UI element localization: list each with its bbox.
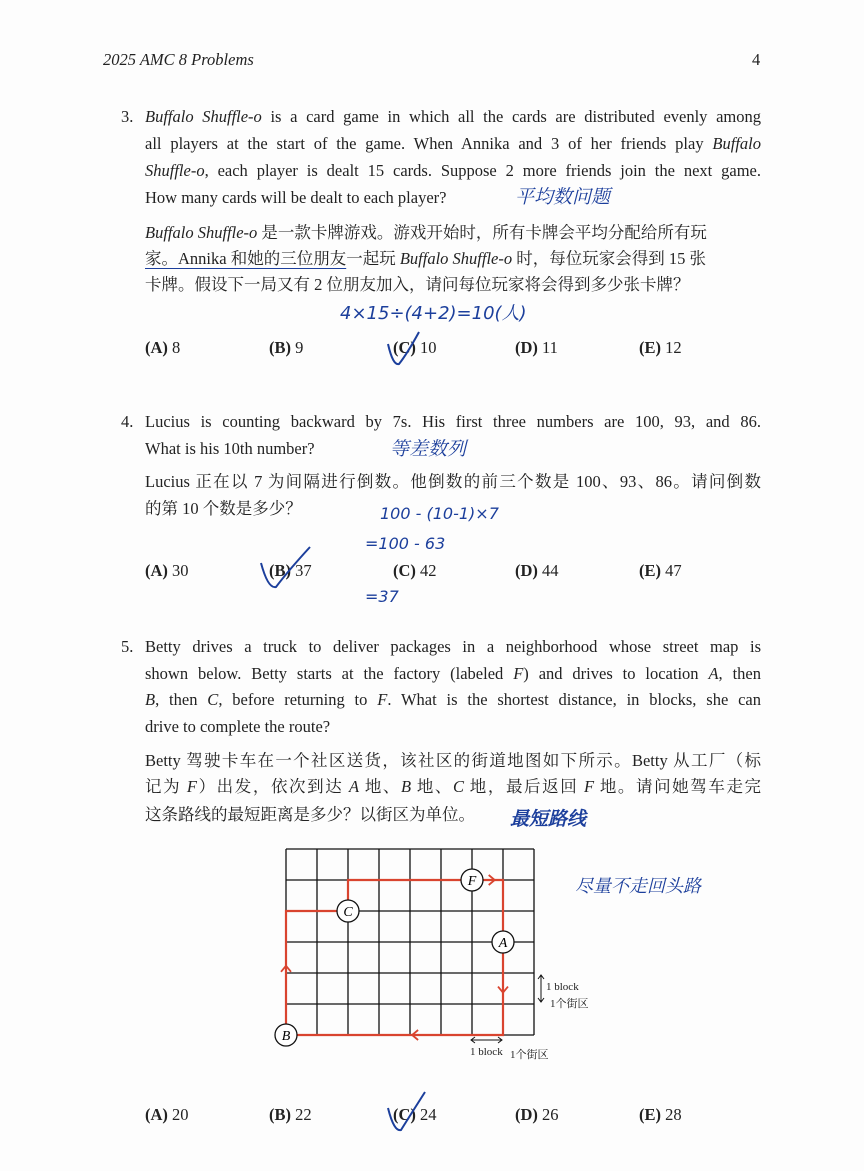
choice-b: (B) 9 xyxy=(269,338,304,357)
problem-text-line: Shuffle-o, each player is dealt 15 cards. Suppose 2 more friends join the next game. xyxy=(145,161,761,180)
problem-text-zh: 这条路线的最短距离是多少？以街区为单位。 xyxy=(145,805,475,824)
choice-c: (C) 10 xyxy=(393,338,437,357)
problem-text-zh: 的第 10 个数是多少？ xyxy=(145,499,302,518)
problem-number: 3. xyxy=(121,107,134,126)
location-label: A xyxy=(498,936,508,951)
problem-text-line: Betty drives a truck to deliver packages in a neighborhood whose street map is xyxy=(145,637,761,656)
choice-e: (E) 47 xyxy=(639,561,682,580)
problem-number: 5. xyxy=(121,637,134,656)
choice-c: (C) 24 xyxy=(393,1105,437,1124)
problem-text-zh: Lucius 正在以 7 为间隔进行倒数。他倒数的前三个数是 100、93、86。请问倒数 xyxy=(145,472,761,491)
page-number: 4 xyxy=(752,50,761,69)
location-label: B xyxy=(281,1029,291,1044)
problem-text-line: How many cards will be dealt to each player? xyxy=(145,188,447,207)
problem-text-line: Lucius is counting backward by 7s. His first three numbers are 100, 93, and 86. xyxy=(145,412,761,431)
handwritten-note: 4×15÷(4+2)=10(人) xyxy=(340,303,527,324)
problem-number: 4. xyxy=(121,412,134,431)
handwritten-note: =100 - 63 xyxy=(365,534,446,553)
handwritten-note: 最短路线 xyxy=(510,808,587,830)
route-path xyxy=(286,880,503,1035)
choice-d: (D) 44 xyxy=(515,561,559,580)
handwritten-note: 等差数列 xyxy=(390,438,467,460)
handwritten-note: 平均数问题 xyxy=(515,186,611,208)
choice-d: (D) 26 xyxy=(515,1105,559,1124)
problem-text-line: drive to complete the route? xyxy=(145,717,331,736)
handwritten-note: 100 - (10-1)×7 xyxy=(380,504,499,523)
scale-label-horizontal-zh: 1个街区 xyxy=(510,1049,549,1061)
choice-d: (D) 11 xyxy=(515,338,558,357)
choice-e: (E) 28 xyxy=(639,1105,682,1124)
location-label: F xyxy=(467,874,477,889)
handwritten-note: =37 xyxy=(365,587,399,606)
problem-text-zh: 卡牌。假设下一局又有 2 位朋友加入，请问每位玩家将会得到多少张卡牌？ xyxy=(145,275,690,294)
problem-text-zh: Betty 驾驶卡车在一个社区送货，该社区的街道地图如下所示。Betty 从工厂（标 xyxy=(145,751,761,770)
problem-text-line: all players at the start of the game. When Annika and 3 of her friends play Buffalo xyxy=(145,134,761,153)
problem-text-line: Buffalo Shuffle-o is a card game in which all the cards are distributed evenly among xyxy=(145,107,761,126)
problem-text-zh: 家。Annika 和她的三位朋友一起玩 Buffalo Shuffle-o 时，每位玩家会得到 15 张 xyxy=(145,249,706,268)
choice-a: (A) 30 xyxy=(145,561,189,580)
choice-a: (A) 20 xyxy=(145,1105,189,1124)
problem-text-zh: 记为 F）出发，依次到达 A 地、B 地、C 地，最后返回 F 地。请问她驾车走完 xyxy=(145,777,762,796)
choice-a: (A) 8 xyxy=(145,338,181,357)
handwritten-note: 尽量不走回头路 xyxy=(575,876,701,897)
problem-text-line: What is his 10th number? xyxy=(145,439,315,458)
choice-b: (B) 22 xyxy=(269,1105,312,1124)
choice-e: (E) 12 xyxy=(639,338,682,357)
checkmark-icon xyxy=(385,1090,430,1140)
scale-label-vertical-en: 1 block xyxy=(546,981,579,993)
scale-label-horizontal-en: 1 block xyxy=(470,1046,503,1058)
choice-b: (B) 37 xyxy=(269,561,312,580)
header-title: 2025 AMC 8 Problems xyxy=(103,50,254,69)
problem-text-zh: Buffalo Shuffle-o 是一款卡牌游戏。游戏开始时，所有卡牌会平均分配给所有玩 xyxy=(145,223,707,242)
problem-text-line: B, then C, before returning to F. What is the shortest distance, in blocks, she can xyxy=(145,690,761,709)
problem-text-line: shown below. Betty starts at the factory (labeled F) and drives to location A, then xyxy=(145,664,761,683)
choice-c: (C) 42 xyxy=(393,561,437,580)
location-label: C xyxy=(343,905,353,920)
scale-label-vertical-zh: 1个街区 xyxy=(550,998,589,1010)
